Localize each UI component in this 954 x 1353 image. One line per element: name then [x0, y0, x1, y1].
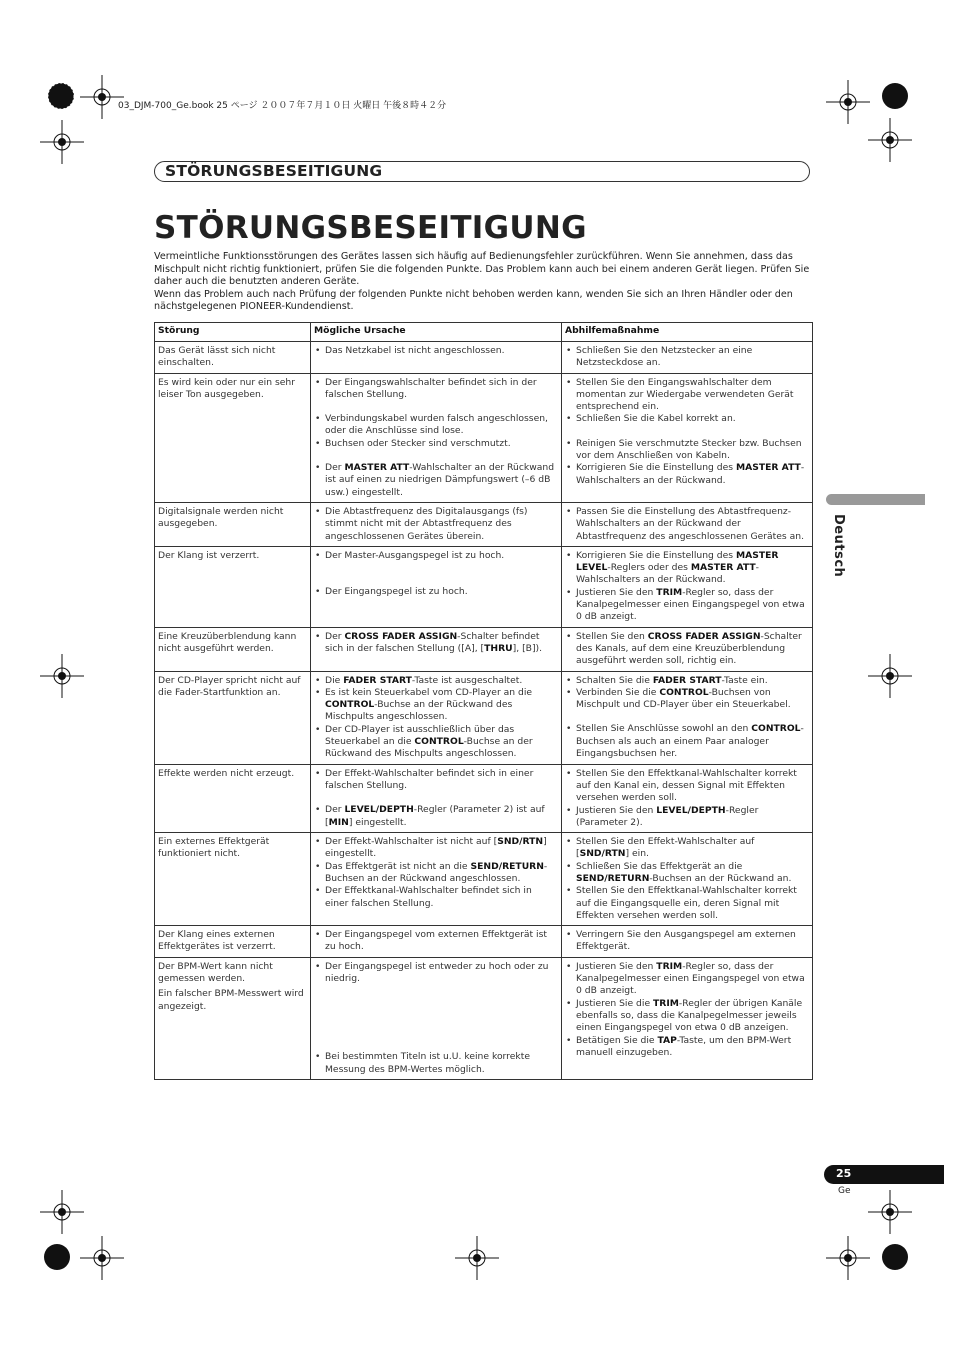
remedy-cell	[562, 671, 813, 764]
remedy-item: • Justieren Sie den LEVEL/DEPTH-Regler (Parameter 2).	[565, 805, 809, 830]
remedy-cell	[562, 926, 813, 958]
crosshair-icon	[826, 1236, 870, 1280]
column-header-problem: Störung	[155, 323, 311, 342]
cause-item: • Der Master-Ausgangspegel ist zu hoch.	[314, 550, 558, 562]
crosshair-icon	[40, 654, 84, 698]
table-row	[155, 373, 813, 502]
cause-item: • Die Abtastfrequenz des Digitalausgangs (fs) stimmt nicht mit der Abtastfrequenz des angeschlossenen Gerätes überein.	[314, 506, 558, 543]
registration-mark-icon	[36, 1236, 78, 1278]
remedy-cell	[562, 546, 813, 627]
cause-cell	[311, 627, 562, 671]
remedy-item: • Stellen Sie den Eingangswahlschalter dem momentan zur Wiedergabe verwendeten Gerät entsprechend ein.	[565, 377, 809, 414]
cause-item: • Bei bestimmten Titeln ist u.U. keine korrekte Messung des BPM-Wertes möglich.	[314, 1051, 558, 1076]
crosshair-icon	[40, 120, 84, 164]
page-title: STÖRUNGSBESEITIGUNG	[154, 210, 587, 246]
intro-text	[154, 251, 814, 314]
crosshair-icon	[826, 80, 870, 124]
crosshair-icon	[868, 654, 912, 698]
intro-paragraph: Vermeintliche Funktionsstörungen des Gerätes lassen sich häufig auf Bedienungsfehler zurückführen. Wenn Sie annehmen, dass das Mischpult nicht richtig funktioniert, prüfen Sie die folgenden Punkte. Das Problem kann auch bei einem anderen Gerät liegen. Prüfen Sie daher auch die benutzten anderen Geräte.	[154, 251, 810, 288]
cause-cell	[311, 546, 562, 627]
cause-cell	[311, 671, 562, 764]
problem-text: Ein falscher BPM-Messwert wird angezeigt.	[158, 988, 304, 1012]
page-language-code: Ge	[838, 1186, 851, 1196]
cause-item: • Der CD-Player ist ausschließlich über das Steuerkabel an die CONTROL-Buchse an der Rückwand des Mischpults angeschlossen.	[314, 724, 558, 761]
remedy-item: • Reinigen Sie verschmutzte Stecker bzw. Buchsen vor dem Anschließen von Kabeln.	[565, 438, 809, 463]
problem-cell	[155, 957, 311, 1079]
remedy-cell	[562, 764, 813, 832]
remedy-item: • Stellen Sie den Effektkanal-Wahlschalter korrekt auf die Eingangsquelle ein, deren Signal mit Effekten versehen werden soll.	[565, 885, 809, 922]
remedy-item: • Stellen Sie den Effektkanal-Wahlschalter korrekt auf den Kanal ein, dessen Signal mit Effekten versehen werden soll.	[565, 768, 809, 805]
cause-item: • Der Eingangswahlschalter befindet sich in der falschen Stellung.	[314, 377, 558, 402]
section-title: STÖRUNGSBESEITIGUNG	[165, 162, 383, 180]
crosshair-icon	[868, 118, 912, 162]
remedy-item: • Verbinden Sie die CONTROL-Buchsen von Mischpult und CD-Player über ein Steuerkabel.	[565, 687, 809, 712]
cause-item: • Der MASTER ATT-Wahlschalter an der Rückwand ist auf einen zu niedrigen Dämpfungswert (–6 dB usw.) eingestellt.	[314, 462, 558, 499]
table-row	[155, 627, 813, 671]
table-row	[155, 342, 813, 374]
cause-cell	[311, 764, 562, 832]
cause-cell	[311, 502, 562, 546]
language-label: Deutsch	[831, 514, 846, 578]
cause-cell	[311, 957, 562, 1079]
file-info-header: 03_DJM-700_Ge.book 25 ページ ２００７年７月１０日 火曜日 午後８時４２分	[118, 101, 447, 111]
problem-cell: Effekte werden nicht erzeugt.	[155, 764, 311, 832]
remedy-item: • Verringern Sie den Ausgangspegel am externen Effektgerät.	[565, 929, 809, 954]
registration-mark-icon	[874, 75, 916, 117]
remedy-cell	[562, 627, 813, 671]
table-header-row	[155, 323, 813, 342]
cause-item: • Der Eingangspegel ist entweder zu hoch oder zu niedrig.	[314, 961, 558, 986]
remedy-cell	[562, 502, 813, 546]
cause-item: • Der CROSS FADER ASSIGN-Schalter befindet sich in der falschen Stellung ([A], [THRU], [B]).	[314, 631, 558, 656]
column-header-remedy: Abhilfemaßnahme	[562, 323, 813, 342]
cause-item: • Die FADER START-Taste ist ausgeschaltet.	[314, 675, 558, 687]
table-row	[155, 546, 813, 627]
registration-mark-icon	[40, 75, 82, 117]
problem-cell: Der CD-Player spricht nicht auf die Fader-Startfunktion an.	[155, 671, 311, 764]
cause-item: • Der LEVEL/DEPTH-Regler (Parameter 2) ist auf [MIN] eingestellt.	[314, 804, 558, 829]
remedy-item: • Passen Sie die Einstellung des Abtastfrequenz-Wahlschalters an der Rückwand der Abtastfrequenz des angeschlossenen Gerätes an.	[565, 506, 809, 543]
table-row	[155, 671, 813, 764]
crosshair-icon	[868, 1190, 912, 1234]
table-row	[155, 764, 813, 832]
problem-cell: Es wird kein oder nur ein sehr leiser Ton ausgegeben.	[155, 373, 311, 502]
problem-cell: Der Klang ist verzerrt.	[155, 546, 311, 627]
table-row	[155, 833, 813, 926]
cause-item: • Das Netzkabel ist nicht angeschlossen.	[314, 345, 558, 357]
column-header-cause: Mögliche Ursache	[311, 323, 562, 342]
page-number: 25	[836, 1167, 852, 1180]
remedy-cell	[562, 833, 813, 926]
cause-item: • Buchsen oder Stecker sind verschmutzt.	[314, 438, 558, 450]
cause-cell	[311, 342, 562, 374]
table-row	[155, 926, 813, 958]
remedy-item: • Stellen Sie Anschlüsse sowohl an den CONTROL-Buchsen als auch an einem Paar analoger Eingangsbuchsen her.	[565, 723, 809, 760]
cause-cell	[311, 833, 562, 926]
cause-item: • Verbindungskabel wurden falsch angeschlossen, oder die Anschlüsse sind lose.	[314, 413, 558, 438]
crosshair-icon	[40, 1190, 84, 1234]
cause-item: • Es ist kein Steuerkabel vom CD-Player an die CONTROL-Buchse an der Rückwand des Mischpults angeschlossen.	[314, 687, 558, 724]
troubleshooting-table	[154, 322, 813, 1080]
cause-item: • Das Effektgerät ist nicht an die SEND/RETURN-Buchsen an der Rückwand angeschlossen.	[314, 861, 558, 886]
remedy-item: • Stellen Sie den Effekt-Wahlschalter auf [SND/RTN] ein.	[565, 836, 809, 861]
remedy-item: • Betätigen Sie die TAP-Taste, um den BPM-Wert manuell einzugeben.	[565, 1035, 809, 1060]
crosshair-icon	[455, 1236, 499, 1280]
remedy-item: • Justieren Sie den TRIM-Regler so, dass der Kanalpegelmesser einen Eingangspegel von etwa 0 dB anzeigt.	[565, 961, 809, 998]
problem-cell: Ein externes Effektgerät funktioniert nicht.	[155, 833, 311, 926]
cause-cell	[311, 926, 562, 958]
remedy-item: • Schließen Sie die Kabel korrekt an.	[565, 413, 809, 425]
cause-item: • Der Eingangspegel vom externen Effektgerät ist zu hoch.	[314, 929, 558, 954]
remedy-item: • Korrigieren Sie die Einstellung des MASTER ATT-Wahlschalters an der Rückwand.	[565, 462, 809, 487]
problem-cell: Der Klang eines externen Effektgerätes ist verzerrt.	[155, 926, 311, 958]
cause-item: • Der Eingangspegel ist zu hoch.	[314, 586, 558, 598]
table-row	[155, 502, 813, 546]
problem-cell: Das Gerät lässt sich nicht einschalten.	[155, 342, 311, 374]
registration-mark-icon	[874, 1236, 916, 1278]
remedy-item: • Schließen Sie das Effektgerät an die SEND/RETURN-Buchsen an der Rückwand an.	[565, 861, 809, 886]
cause-item: • Der Effektkanal-Wahlschalter befindet sich in einer falschen Stellung.	[314, 885, 558, 910]
crosshair-icon	[80, 75, 124, 119]
table-row	[155, 957, 813, 1079]
problem-text: Der BPM-Wert kann nicht gemessen werden.	[158, 960, 273, 985]
remedy-item: • Justieren Sie die TRIM-Regler der übrigen Kanäle ebenfalls so, dass die Kanalpegelmesser jeweils einen Eingangspegel von etwa 0 dB anzeigen.	[565, 998, 809, 1035]
remedy-cell	[562, 342, 813, 374]
remedy-item: • Justieren Sie den TRIM-Regler so, dass der Kanalpegelmesser einen Eingangspegel von etwa 0 dB anzeigt.	[565, 587, 809, 624]
remedy-cell	[562, 373, 813, 502]
problem-cell: Eine Kreuzüberblendung kann nicht ausgeführt werden.	[155, 627, 311, 671]
remedy-item: • Schließen Sie den Netzstecker an eine Netzsteckdose an.	[565, 345, 809, 370]
remedy-item: • Stellen Sie den CROSS FADER ASSIGN-Schalter des Kanals, auf dem eine Kreuzüberblendung ausgeführt werden soll, richtig ein.	[565, 631, 809, 668]
problem-cell: Digitalsignale werden nicht ausgegeben.	[155, 502, 311, 546]
remedy-item: • Korrigieren Sie die Einstellung des MASTER LEVEL-Reglers oder des MASTER ATT-Wahlschalters an der Rückwand.	[565, 550, 809, 587]
intro-paragraph: Wenn das Problem auch nach Prüfung der folgenden Punkte nicht behoben werden kann, wenden Sie sich an Ihren Händler oder den nächstgelegenen PIONEER-Kundendienst.	[154, 288, 793, 313]
cause-cell	[311, 373, 562, 502]
remedy-item: • Schalten Sie die FADER START-Taste ein.	[565, 675, 809, 687]
remedy-cell	[562, 957, 813, 1079]
crosshair-icon	[80, 1236, 124, 1280]
language-tab	[826, 494, 925, 505]
cause-item: • Der Effekt-Wahlschalter befindet sich in einer falschen Stellung.	[314, 768, 558, 793]
cause-item: • Der Effekt-Wahlschalter ist nicht auf [SND/RTN] eingestellt.	[314, 836, 558, 861]
